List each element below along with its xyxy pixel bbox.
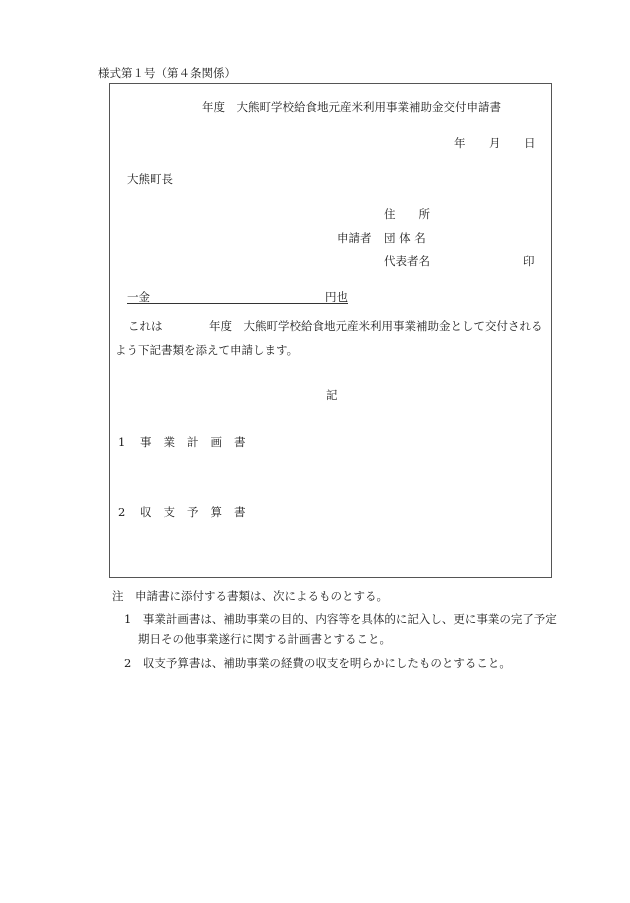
date-day: 日: [524, 136, 536, 150]
amount-suffix: 円也: [325, 290, 348, 304]
date-month: 月: [489, 136, 501, 150]
body-line1-start: これは: [128, 319, 163, 333]
representative-label: 代表者名: [384, 254, 430, 268]
form-title: 年度 大熊町学校給食地元産米利用事業補助金交付申請書: [202, 100, 501, 114]
note1-line2: 期日その他事業遂行に関する計画書とすること。: [138, 632, 391, 646]
notes-heading: 注 申請書に添付する書類は、次によるものとする。: [112, 589, 388, 603]
body-line2: よう下記書類を添えて申請します。: [115, 343, 299, 357]
item2-number: 2: [118, 505, 126, 519]
address-label: 住 所: [384, 207, 430, 221]
ki-heading: 記: [326, 388, 338, 402]
item1-label: 事業計画書: [140, 435, 258, 449]
applicant-heading: 申請者: [337, 231, 372, 245]
date-year: 年: [454, 136, 466, 150]
seal-mark: 印: [523, 254, 535, 268]
amount-underline: [127, 303, 348, 304]
form-label: 様式第１号（第４条関係）: [98, 66, 236, 80]
item2-label: 収支予算書: [140, 505, 258, 519]
body-line1-rest: 年度 大熊町学校給食地元産米利用事業補助金として交付される: [209, 319, 543, 333]
item1-number: 1: [118, 435, 126, 449]
note2: 2 収支予算書は、補助事業の経費の収支を明らかにしたものとすること。: [124, 656, 511, 670]
addressee: 大熊町長: [127, 172, 173, 186]
note1-line1: 1 事業計画書は、補助事業の目的、内容等を具体的に記入し、更に事業の完了予定: [124, 612, 557, 626]
amount-prefix: 一金: [127, 290, 150, 304]
org-name-label: 団 体 名: [384, 231, 426, 245]
